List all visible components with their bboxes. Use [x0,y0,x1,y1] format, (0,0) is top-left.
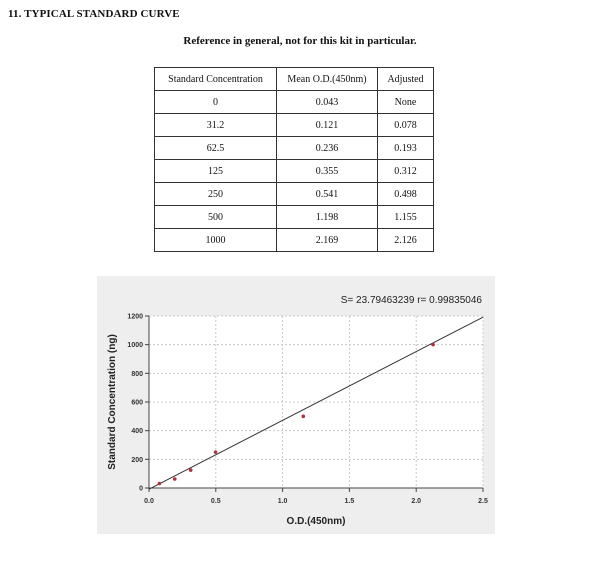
header-standard-concentration: Standard Concentration [155,68,277,91]
table-row [155,91,434,114]
y-tick-label: 200 [131,456,143,464]
standard-curve-chart [97,276,495,534]
plot-area [149,316,483,488]
equation-label: S= 23.79463239 r= 0.99835046 [340,295,482,306]
x-tick-label: 1.5 [344,498,355,505]
cell-concentration: 31.2 [155,114,277,137]
table-row [155,137,434,160]
table-row [155,229,434,252]
standard-table [154,67,434,252]
header-adjusted: Adjusted [378,68,434,91]
y-tick-label: 400 [131,428,143,436]
table-row [155,114,434,137]
cell-adjusted: 2.126 [378,229,434,252]
x-tick-label: 0.5 [210,498,221,505]
cell-mean-od: 0.043 [277,91,378,114]
y-tick-label: 1200 [127,313,143,321]
table-row [155,206,434,229]
y-tick-label: 0 [139,485,143,493]
y-tick-label: 600 [131,399,143,407]
table-subtitle: Reference in general, not for this kit in particular. [183,35,417,47]
x-tick-label: 2.0 [411,498,422,505]
data-point [214,450,218,454]
cell-mean-od: 0.541 [277,183,378,206]
cell-mean-od: 0.121 [277,114,378,137]
cell-concentration: 62.5 [155,137,277,160]
table-row [155,183,434,206]
x-tick-label: 0.0 [144,498,154,505]
section-title: 11. TYPICAL STANDARD CURVE [8,8,180,20]
cell-adjusted: 0.078 [378,114,434,137]
header-mean-od: Mean O.D.(450nm) [277,68,378,91]
data-point [302,415,306,419]
cell-mean-od: 0.355 [277,160,378,183]
y-tick-label: 1000 [127,342,143,350]
cell-concentration: 1000 [155,229,277,252]
cell-mean-od: 1.198 [277,206,378,229]
x-axis-label: O.D.(450nm) [286,516,346,527]
cell-adjusted: 1.155 [378,206,434,229]
cell-mean-od: 0.236 [277,137,378,160]
cell-concentration: 500 [155,206,277,229]
cell-adjusted: None [378,91,434,114]
y-tick-label: 800 [131,370,143,378]
data-point [158,482,162,486]
cell-concentration: 250 [155,183,277,206]
data-point [173,477,177,481]
cell-adjusted: 0.498 [378,183,434,206]
cell-mean-od: 2.169 [277,229,378,252]
table-header-row [155,68,434,91]
x-tick-label: 1.0 [277,498,288,505]
cell-adjusted: 0.193 [378,137,434,160]
x-tick-label: 2.5 [478,498,488,505]
cell-adjusted: 0.312 [378,160,434,183]
y-axis-label: Standard Concentration (ng) [107,334,118,470]
table-row [155,160,434,183]
data-point [189,468,193,472]
data-point [431,343,435,347]
chart-svg [97,276,495,534]
x-axis-ticks [144,488,488,505]
cell-concentration: 125 [155,160,277,183]
y-axis-ticks [127,314,149,493]
cell-concentration: 0 [155,91,277,114]
